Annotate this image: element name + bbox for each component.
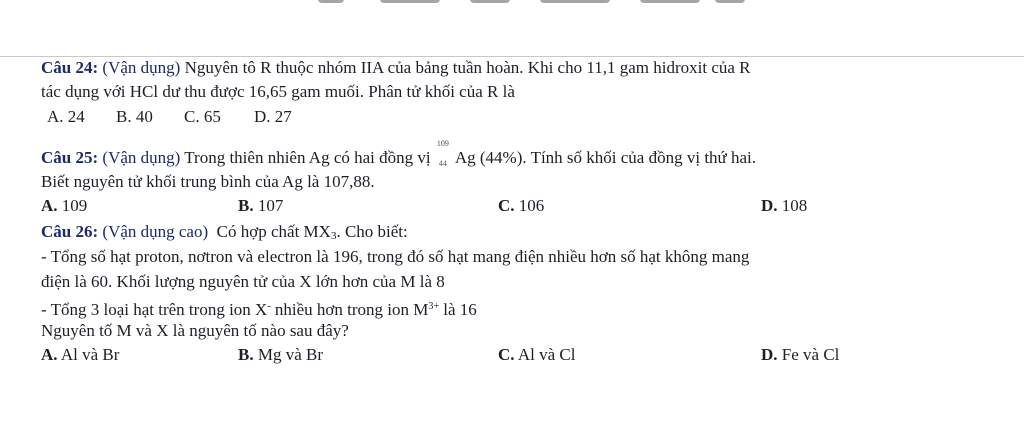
option-letter: A.: [41, 196, 58, 215]
q25-line1: [41, 139, 757, 168]
isotope-notation: [435, 139, 455, 168]
q25-text-line2: Biết nguyên tử khối trung bình của Ag là 107,88.: [41, 172, 375, 191]
option-text: Al và Cl: [517, 345, 576, 364]
option-text: 108: [781, 196, 808, 215]
q26-text-line4-mid: nhiều hơn trong ion M: [270, 300, 429, 319]
q24-option-a: A. 24: [47, 107, 85, 126]
q24-text-line2: tác dụng với HCl dư thu được 16,65 gam muối. Phân tử khối của R là: [41, 82, 515, 101]
option-letter: C.: [498, 345, 515, 364]
q25-label: Câu 25:: [41, 148, 99, 167]
q26-option-b: [238, 345, 323, 365]
q26-line4: [41, 297, 477, 320]
q26-text-line3: điện là 60. Khối lượng nguyên tử của X lớn hơn của M là 8: [41, 272, 445, 291]
q26-text-post: . Cho biết:: [336, 222, 408, 241]
q24-option-b: B. 40: [116, 107, 153, 126]
q25-option-d: [761, 196, 807, 216]
option-text: 109: [61, 196, 88, 215]
option-letter: B.: [238, 345, 254, 364]
q26-text-line5: Nguyên tố M và X là nguyên tố nào sau đây?: [41, 321, 349, 340]
q24-level: (Vận dụng): [102, 58, 181, 77]
q26-line1: [41, 222, 408, 246]
q26-text-pre: Có hợp chất MX: [216, 222, 331, 241]
q26-text-line2: - Tổng số hạt proton, nơtron và electron là 196, trong đó số hạt mang điện nhiều hơn số hạt không mang: [41, 247, 750, 266]
q25-text-post: Ag (44%). Tính số khối của đồng vị thứ hai.: [454, 148, 757, 167]
option-text: 107: [257, 196, 284, 215]
option-text: Al và Br: [60, 345, 120, 364]
option-letter: A.: [41, 345, 58, 364]
q25-option-b: [238, 196, 283, 216]
option-letter: B.: [238, 196, 254, 215]
ion-charge-m: 3+: [428, 301, 440, 312]
option-letter: D.: [761, 345, 778, 364]
q24-line1: [41, 58, 751, 78]
page-divider: [0, 56, 1024, 57]
q26-level: (Vận dụng cao): [102, 222, 209, 241]
cropped-previous-text: [0, 0, 1024, 52]
q26-text-line4-post: là 16: [439, 300, 477, 319]
q26-option-d: [761, 345, 839, 365]
q24-label: Câu 24:: [41, 58, 99, 77]
q25-text-pre: Trong thiên nhiên Ag có hai đồng vị: [184, 148, 431, 167]
q26-option-c: [498, 345, 575, 365]
q24-option-d: D. 27: [254, 107, 292, 126]
q26-label: Câu 26:: [41, 222, 99, 241]
isotope-mass: 109: [436, 139, 449, 148]
q25-option-c: [498, 196, 544, 216]
q25-option-a: [41, 196, 87, 216]
option-text: Fe và Cl: [781, 345, 840, 364]
option-letter: C.: [498, 196, 515, 215]
q24-text-line1: Nguyên tô R thuộc nhóm IIA của bảng tuần hoàn. Khi cho 11,1 gam hidroxit của R: [184, 58, 751, 77]
q25-level: (Vận dụng): [102, 148, 181, 167]
option-letter: D.: [761, 196, 778, 215]
q26-subscript: 3: [330, 230, 337, 242]
isotope-atomic-number: 44: [438, 159, 447, 168]
ion-charge-x: -: [267, 301, 271, 312]
q24-option-c: C. 65: [184, 107, 221, 126]
option-text: Mg và Br: [257, 345, 324, 364]
q26-text-line4-pre: - Tổng 3 loại hạt trên trong ion X: [41, 300, 268, 319]
q26-option-a: [41, 345, 119, 365]
option-text: 106: [518, 196, 545, 215]
